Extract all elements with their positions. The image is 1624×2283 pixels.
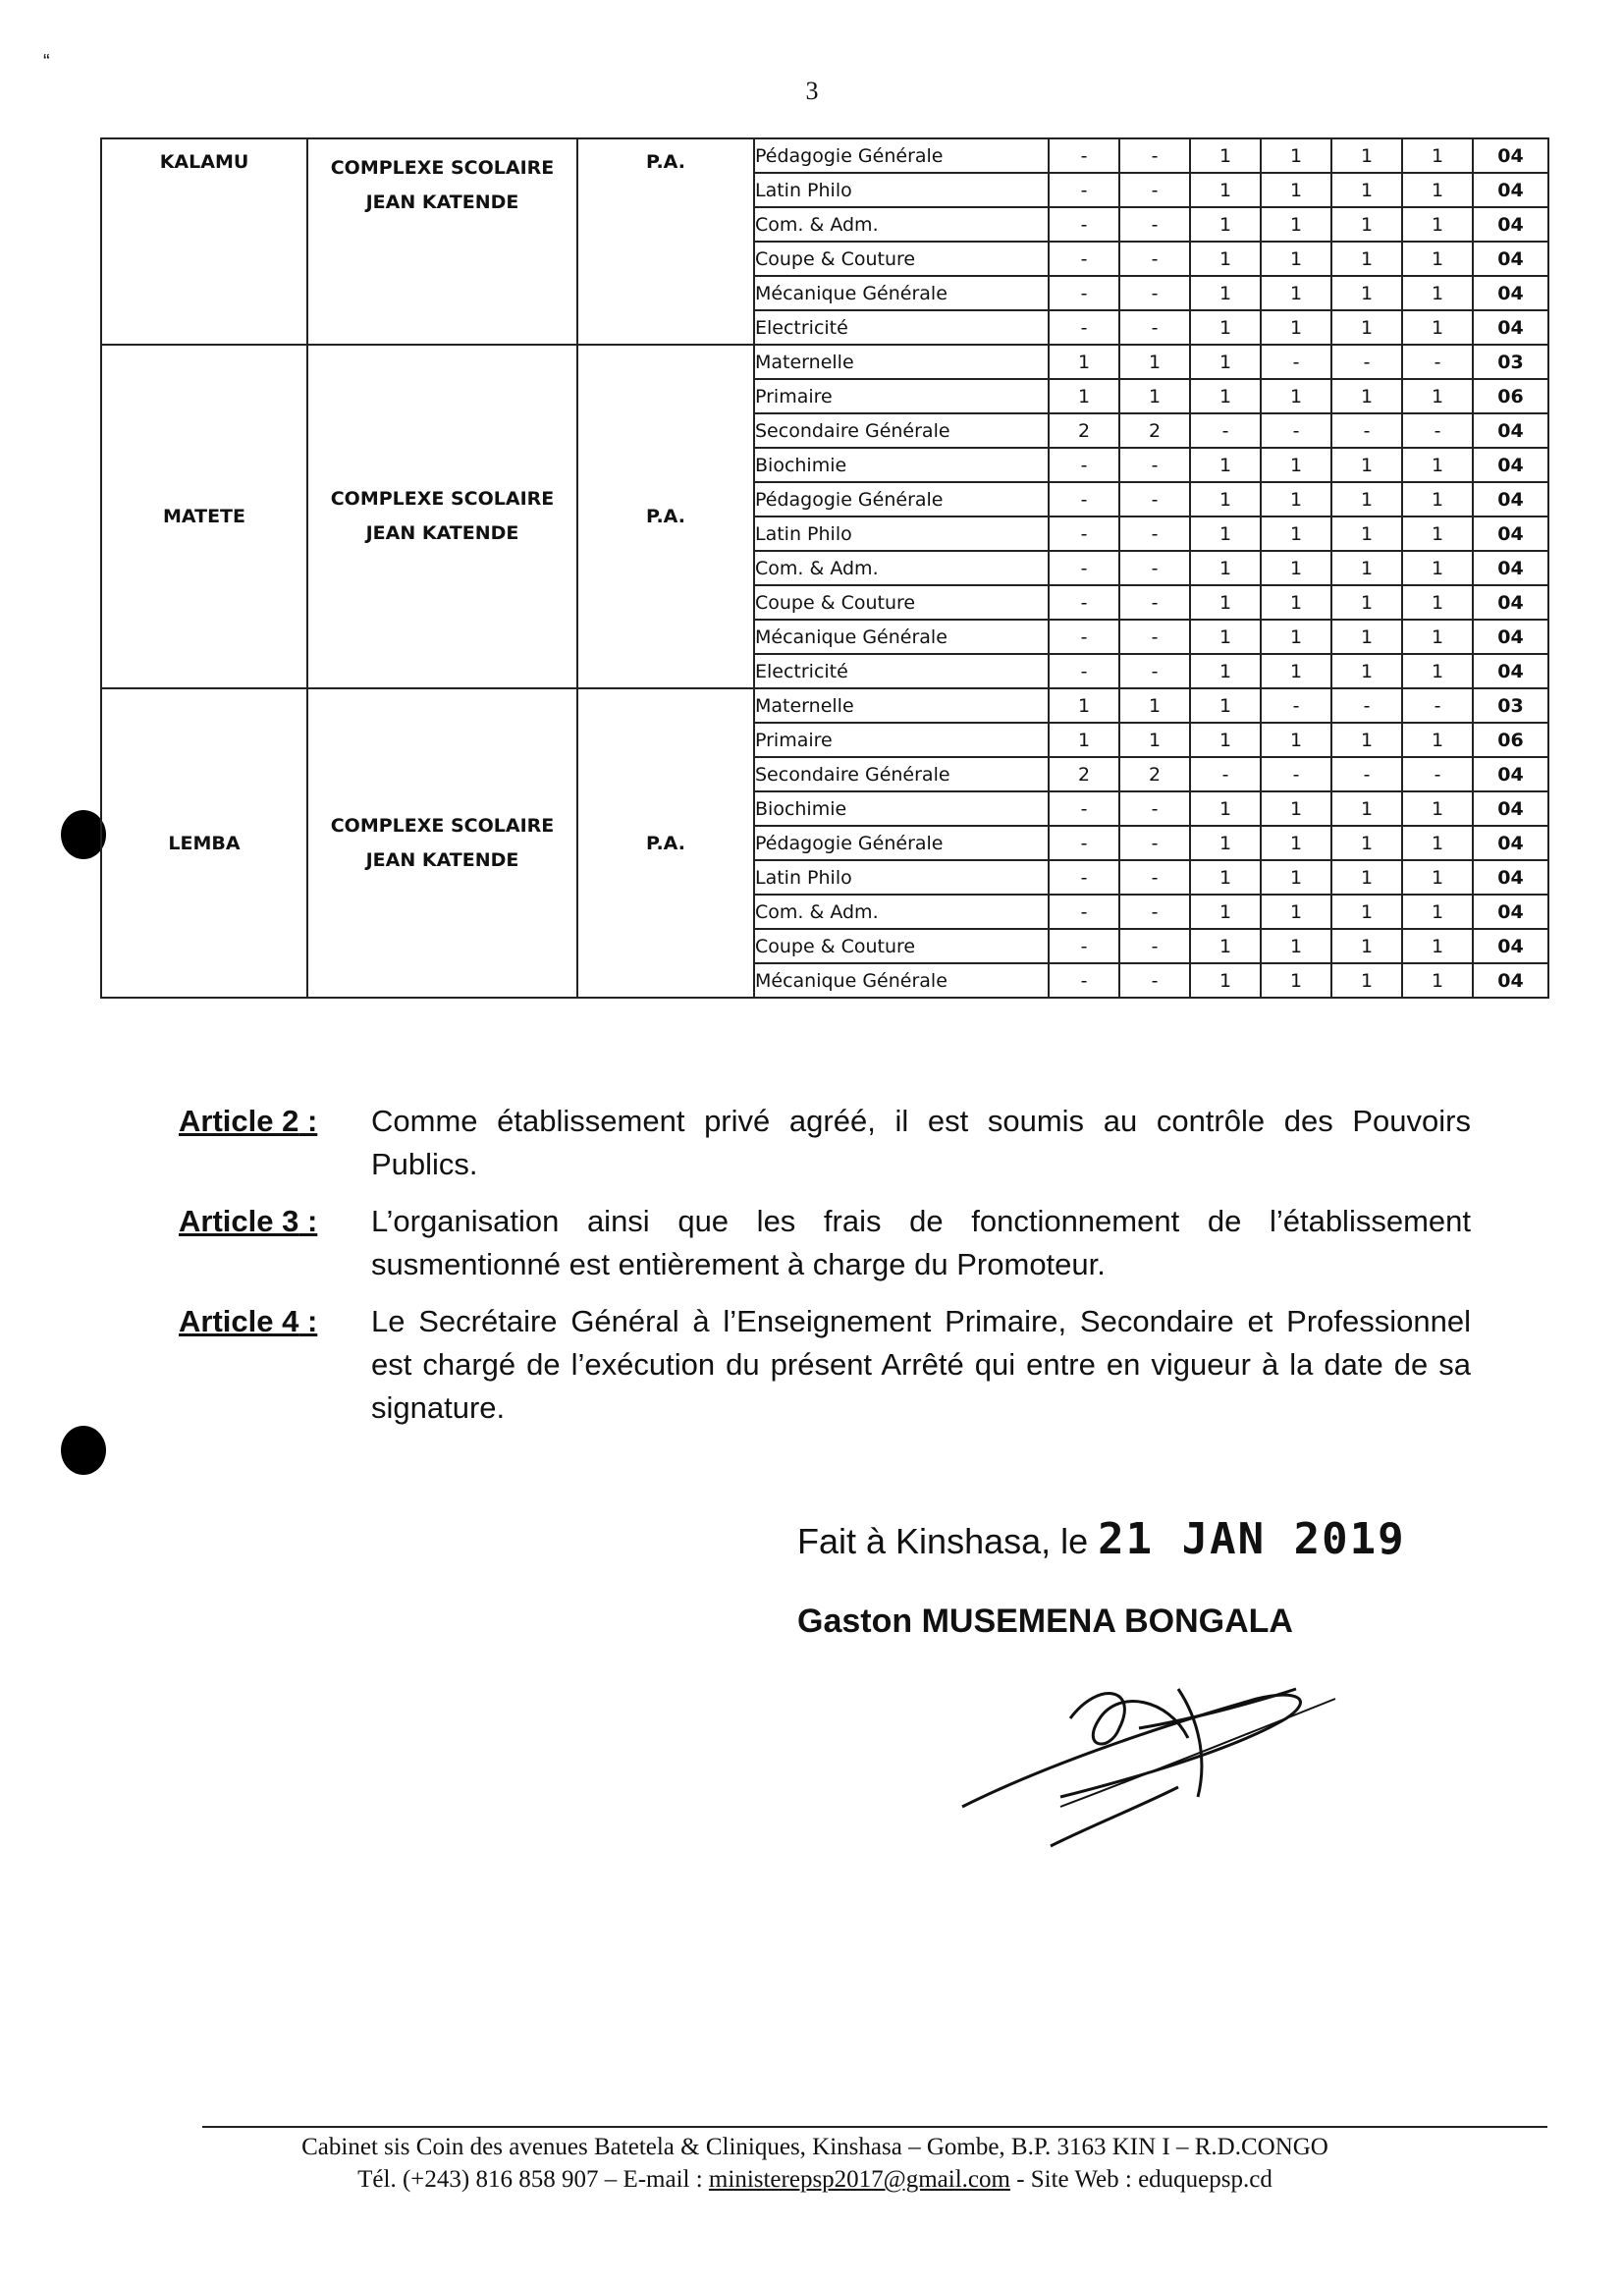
class-count-cell: 1 xyxy=(1402,516,1473,551)
article-label-text: Article 2 xyxy=(179,1104,299,1138)
class-count-cell: - xyxy=(1402,413,1473,448)
status-cell: P.A. xyxy=(577,688,754,998)
class-count-cell: 1 xyxy=(1261,791,1331,826)
footer-email-link[interactable]: ministerepsp2017@gmail.com xyxy=(708,2166,1010,2193)
class-count-cell: 1 xyxy=(1261,448,1331,482)
class-count-cell: 1 xyxy=(1402,448,1473,482)
article-label-text: Article 3 xyxy=(179,1204,299,1238)
class-count-cell: 1 xyxy=(1331,654,1402,688)
class-count-cell: 1 xyxy=(1402,620,1473,654)
class-count-cell: 1 xyxy=(1119,345,1190,379)
class-count-cell: 1 xyxy=(1261,379,1331,413)
class-count-cell: 1 xyxy=(1402,929,1473,963)
total-cell: 03 xyxy=(1473,345,1548,379)
total-cell: 06 xyxy=(1473,379,1548,413)
school-name-line1: COMPLEXE SCOLAIRE xyxy=(330,814,555,837)
class-count-cell: 1 xyxy=(1261,173,1331,207)
total-cell: 04 xyxy=(1473,310,1548,345)
option-cell: Pédagogie Générale xyxy=(754,138,1049,173)
class-count-cell: 1 xyxy=(1331,620,1402,654)
class-count-cell: - xyxy=(1049,895,1119,929)
class-count-cell: - xyxy=(1049,516,1119,551)
option-cell: Mécanique Générale xyxy=(754,276,1049,310)
class-count-cell: - xyxy=(1049,482,1119,516)
class-count-cell: 1 xyxy=(1402,242,1473,276)
class-count-cell: - xyxy=(1049,620,1119,654)
option-cell: Primaire xyxy=(754,723,1049,757)
class-count-cell: - xyxy=(1119,242,1190,276)
class-count-cell: - xyxy=(1049,929,1119,963)
articles-section xyxy=(179,1100,1475,1443)
handwritten-signature xyxy=(943,1659,1355,1856)
class-count-cell: 1 xyxy=(1190,379,1261,413)
class-count-cell: 1 xyxy=(1331,482,1402,516)
class-count-cell: - xyxy=(1402,688,1473,723)
signature-place: Fait à Kinshasa, le xyxy=(797,1521,1089,1561)
class-count-cell: 1 xyxy=(1190,826,1261,860)
option-cell: Electricité xyxy=(754,654,1049,688)
option-cell: Coupe & Couture xyxy=(754,929,1049,963)
total-cell: 04 xyxy=(1473,173,1548,207)
class-count-cell: 1 xyxy=(1402,826,1473,860)
class-count-cell: - xyxy=(1119,173,1190,207)
option-cell: Secondaire Générale xyxy=(754,413,1049,448)
option-cell: Coupe & Couture xyxy=(754,242,1049,276)
class-count-cell: 1 xyxy=(1190,482,1261,516)
class-count-cell: 1 xyxy=(1331,895,1402,929)
class-count-cell: - xyxy=(1261,413,1331,448)
class-count-cell: - xyxy=(1119,310,1190,345)
total-cell: 04 xyxy=(1473,482,1548,516)
schools-table xyxy=(100,137,1549,999)
total-cell: 04 xyxy=(1473,138,1548,173)
article-item xyxy=(179,1300,1475,1430)
class-count-cell: - xyxy=(1049,654,1119,688)
class-count-cell: 1 xyxy=(1049,345,1119,379)
class-count-cell: 1 xyxy=(1261,620,1331,654)
option-cell: Com. & Adm. xyxy=(754,551,1049,585)
option-cell: Coupe & Couture xyxy=(754,585,1049,620)
class-count-cell: 1 xyxy=(1331,551,1402,585)
footer-rule xyxy=(202,2126,1547,2128)
option-cell: Primaire xyxy=(754,379,1049,413)
class-count-cell: - xyxy=(1049,310,1119,345)
option-cell: Mécanique Générale xyxy=(754,620,1049,654)
commune-cell: KALAMU xyxy=(101,138,307,345)
class-count-cell: - xyxy=(1261,345,1331,379)
schools-table-body xyxy=(101,138,1548,998)
class-count-cell: - xyxy=(1261,688,1331,723)
option-cell: Latin Philo xyxy=(754,516,1049,551)
class-count-cell: 1 xyxy=(1190,138,1261,173)
class-count-cell: 1 xyxy=(1190,207,1261,242)
class-count-cell: 1 xyxy=(1049,688,1119,723)
class-count-cell: - xyxy=(1261,757,1331,791)
class-count-cell: 1 xyxy=(1190,516,1261,551)
class-count-cell: - xyxy=(1049,276,1119,310)
class-count-cell: 1 xyxy=(1049,379,1119,413)
class-count-cell: 1 xyxy=(1331,379,1402,413)
class-count-cell: 1 xyxy=(1261,860,1331,895)
table-row xyxy=(101,345,1548,379)
class-count-cell: 1 xyxy=(1190,242,1261,276)
class-count-cell: 1 xyxy=(1190,929,1261,963)
total-cell: 04 xyxy=(1473,860,1548,895)
class-count-cell: 1 xyxy=(1190,688,1261,723)
total-cell: 03 xyxy=(1473,688,1548,723)
option-cell: Com. & Adm. xyxy=(754,895,1049,929)
footer-site: - Site Web : eduquepsp.cd xyxy=(1016,2166,1272,2193)
class-count-cell: 1 xyxy=(1261,723,1331,757)
class-count-cell: 2 xyxy=(1119,413,1190,448)
option-cell: Secondaire Générale xyxy=(754,757,1049,791)
class-count-cell: - xyxy=(1119,963,1190,998)
class-count-cell: - xyxy=(1049,448,1119,482)
option-cell: Pédagogie Générale xyxy=(754,826,1049,860)
class-count-cell: 1 xyxy=(1402,963,1473,998)
class-count-cell: 1 xyxy=(1190,723,1261,757)
article-text: Comme établissement privé agréé, il est soumis au contrôle des Pouvoirs Publics. xyxy=(371,1104,1471,1181)
class-count-cell: 1 xyxy=(1119,723,1190,757)
class-count-cell: 1 xyxy=(1261,516,1331,551)
school-name-line1: COMPLEXE SCOLAIRE xyxy=(330,157,555,179)
total-cell: 04 xyxy=(1473,826,1548,860)
class-count-cell: - xyxy=(1119,551,1190,585)
class-count-cell: - xyxy=(1049,585,1119,620)
class-count-cell: 1 xyxy=(1402,276,1473,310)
class-count-cell: 1 xyxy=(1402,895,1473,929)
class-count-cell: 1 xyxy=(1190,860,1261,895)
total-cell: 04 xyxy=(1473,516,1548,551)
class-count-cell: - xyxy=(1119,207,1190,242)
option-cell: Biochimie xyxy=(754,448,1049,482)
article-text: Le Secrétaire Général à l’Enseignement Primaire, Secondaire et Professionnel est chargé de l’exécution du présent Arrêté qui entre en vigueur à la date de sa signature. xyxy=(371,1304,1471,1425)
commune-cell: LEMBA xyxy=(101,688,307,998)
total-cell: 04 xyxy=(1473,448,1548,482)
class-count-cell: - xyxy=(1119,138,1190,173)
class-count-cell: 1 xyxy=(1261,585,1331,620)
class-count-cell: 1 xyxy=(1402,791,1473,826)
class-count-cell: 1 xyxy=(1402,173,1473,207)
article-text: L’organisation ainsi que les frais de fonctionnement de l’établissement susmentionné est entièrement à charge du Promoteur. xyxy=(371,1204,1471,1281)
option-cell: Biochimie xyxy=(754,791,1049,826)
class-count-cell: 1 xyxy=(1402,207,1473,242)
total-cell: 04 xyxy=(1473,929,1548,963)
total-cell: 04 xyxy=(1473,895,1548,929)
class-count-cell: 1 xyxy=(1261,895,1331,929)
class-count-cell: 1 xyxy=(1190,345,1261,379)
class-count-cell: - xyxy=(1049,173,1119,207)
total-cell: 04 xyxy=(1473,207,1548,242)
class-count-cell: 1 xyxy=(1402,585,1473,620)
class-count-cell: 1 xyxy=(1190,620,1261,654)
class-count-cell: 1 xyxy=(1261,551,1331,585)
class-count-cell: - xyxy=(1049,551,1119,585)
article-label xyxy=(179,1200,371,1286)
punch-hole-lower xyxy=(61,1426,106,1475)
commune-cell: MATETE xyxy=(101,345,307,688)
class-count-cell: 1 xyxy=(1402,482,1473,516)
table-row xyxy=(101,138,1548,173)
school-cell xyxy=(307,688,577,998)
class-count-cell: 1 xyxy=(1190,654,1261,688)
class-count-cell: 1 xyxy=(1119,379,1190,413)
class-count-cell: - xyxy=(1119,482,1190,516)
class-count-cell: - xyxy=(1190,757,1261,791)
option-cell: Mécanique Générale xyxy=(754,963,1049,998)
class-count-cell: 1 xyxy=(1331,791,1402,826)
class-count-cell: - xyxy=(1119,516,1190,551)
class-count-cell: 1 xyxy=(1190,448,1261,482)
class-count-cell: 1 xyxy=(1190,585,1261,620)
school-cell xyxy=(307,345,577,688)
class-count-cell: 1 xyxy=(1261,482,1331,516)
article-label-colon: : xyxy=(298,1104,318,1138)
total-cell: 04 xyxy=(1473,276,1548,310)
class-count-cell: - xyxy=(1049,826,1119,860)
total-cell: 04 xyxy=(1473,757,1548,791)
class-count-cell: 1 xyxy=(1331,963,1402,998)
option-cell: Maternelle xyxy=(754,688,1049,723)
status-cell: P.A. xyxy=(577,345,754,688)
corner-mark: “ xyxy=(43,51,50,73)
page-number: 3 xyxy=(805,77,819,105)
class-count-cell: 1 xyxy=(1261,138,1331,173)
footer xyxy=(147,2131,1483,2196)
total-cell: 04 xyxy=(1473,654,1548,688)
signature-date-stamp: 21 JAN 2019 xyxy=(1098,1514,1406,1564)
class-count-cell: - xyxy=(1119,929,1190,963)
option-cell: Com. & Adm. xyxy=(754,207,1049,242)
class-count-cell: - xyxy=(1119,276,1190,310)
class-count-cell: 1 xyxy=(1331,585,1402,620)
class-count-cell: - xyxy=(1119,620,1190,654)
total-cell: 04 xyxy=(1473,620,1548,654)
class-count-cell: 1 xyxy=(1261,242,1331,276)
class-count-cell: 1 xyxy=(1261,310,1331,345)
class-count-cell: 1 xyxy=(1190,276,1261,310)
class-count-cell: 1 xyxy=(1190,310,1261,345)
class-count-cell: - xyxy=(1402,757,1473,791)
article-item xyxy=(179,1100,1475,1186)
class-count-cell: - xyxy=(1119,791,1190,826)
class-count-cell: 1 xyxy=(1402,723,1473,757)
total-cell: 04 xyxy=(1473,585,1548,620)
school-name-line2: JEAN KATENDE xyxy=(365,848,519,871)
class-count-cell: 1 xyxy=(1331,860,1402,895)
class-count-cell: 2 xyxy=(1119,757,1190,791)
class-count-cell: - xyxy=(1049,138,1119,173)
article-label-colon: : xyxy=(298,1304,318,1338)
school-name-line2: JEAN KATENDE xyxy=(365,191,519,213)
class-count-cell: 1 xyxy=(1331,723,1402,757)
footer-tel: Tél. (+243) 816 858 907 – E-mail : xyxy=(357,2166,703,2193)
total-cell: 04 xyxy=(1473,551,1548,585)
status-cell: P.A. xyxy=(577,138,754,345)
class-count-cell: - xyxy=(1049,860,1119,895)
class-count-cell: - xyxy=(1119,585,1190,620)
class-count-cell: - xyxy=(1331,345,1402,379)
class-count-cell: 1 xyxy=(1190,173,1261,207)
option-cell: Pédagogie Générale xyxy=(754,482,1049,516)
class-count-cell: 1 xyxy=(1331,207,1402,242)
class-count-cell: - xyxy=(1331,757,1402,791)
class-count-cell: 1 xyxy=(1190,791,1261,826)
option-cell: Latin Philo xyxy=(754,173,1049,207)
article-label xyxy=(179,1300,371,1430)
class-count-cell: - xyxy=(1402,345,1473,379)
class-count-cell: - xyxy=(1049,207,1119,242)
class-count-cell: 1 xyxy=(1049,723,1119,757)
class-count-cell: - xyxy=(1049,791,1119,826)
class-count-cell: 1 xyxy=(1331,276,1402,310)
class-count-cell: 1 xyxy=(1402,138,1473,173)
school-cell xyxy=(307,138,577,345)
option-cell: Latin Philo xyxy=(754,860,1049,895)
class-count-cell: 1 xyxy=(1331,448,1402,482)
class-count-cell: 1 xyxy=(1402,654,1473,688)
footer-address: Cabinet sis Coin des avenues Batetela & Cliniques, Kinshasa – Gombe, B.P. 3163 KIN I – R.D.CONGO xyxy=(301,2134,1328,2160)
class-count-cell: 1 xyxy=(1402,310,1473,345)
class-count-cell: 1 xyxy=(1119,688,1190,723)
class-count-cell: 1 xyxy=(1190,895,1261,929)
class-count-cell: - xyxy=(1119,895,1190,929)
class-count-cell: 1 xyxy=(1261,826,1331,860)
class-count-cell: 1 xyxy=(1261,654,1331,688)
class-count-cell: 2 xyxy=(1049,413,1119,448)
option-cell: Maternelle xyxy=(754,345,1049,379)
class-count-cell: 1 xyxy=(1331,826,1402,860)
total-cell: 04 xyxy=(1473,963,1548,998)
signature-place-date xyxy=(797,1514,1406,1564)
class-count-cell: - xyxy=(1119,654,1190,688)
class-count-cell: 1 xyxy=(1402,860,1473,895)
article-label-colon: : xyxy=(298,1204,318,1238)
option-cell: Electricité xyxy=(754,310,1049,345)
class-count-cell: 1 xyxy=(1331,173,1402,207)
class-count-cell: - xyxy=(1331,413,1402,448)
class-count-cell: - xyxy=(1119,826,1190,860)
total-cell: 04 xyxy=(1473,791,1548,826)
class-count-cell: 2 xyxy=(1049,757,1119,791)
article-item xyxy=(179,1200,1475,1286)
signatory-name: Gaston MUSEMENA BONGALA xyxy=(797,1603,1293,1640)
class-count-cell: 1 xyxy=(1190,963,1261,998)
class-count-cell: 1 xyxy=(1331,138,1402,173)
class-count-cell: 1 xyxy=(1402,551,1473,585)
class-count-cell: 1 xyxy=(1261,276,1331,310)
class-count-cell: - xyxy=(1190,413,1261,448)
class-count-cell: - xyxy=(1049,242,1119,276)
class-count-cell: 1 xyxy=(1190,551,1261,585)
class-count-cell: 1 xyxy=(1402,379,1473,413)
article-label-text: Article 4 xyxy=(179,1304,299,1338)
footer-contact xyxy=(147,2163,1483,2196)
class-count-cell: - xyxy=(1331,688,1402,723)
total-cell: 04 xyxy=(1473,242,1548,276)
class-count-cell: 1 xyxy=(1261,207,1331,242)
class-count-cell: - xyxy=(1119,860,1190,895)
school-name-line1: COMPLEXE SCOLAIRE xyxy=(330,488,555,510)
class-count-cell: - xyxy=(1119,448,1190,482)
total-cell: 06 xyxy=(1473,723,1548,757)
table-row xyxy=(101,688,1548,723)
class-count-cell: - xyxy=(1049,963,1119,998)
class-count-cell: 1 xyxy=(1331,929,1402,963)
class-count-cell: 1 xyxy=(1331,310,1402,345)
article-label xyxy=(179,1100,371,1186)
class-count-cell: 1 xyxy=(1331,242,1402,276)
class-count-cell: 1 xyxy=(1261,929,1331,963)
total-cell: 04 xyxy=(1473,413,1548,448)
school-name-line2: JEAN KATENDE xyxy=(365,522,519,544)
class-count-cell: 1 xyxy=(1331,516,1402,551)
class-count-cell: 1 xyxy=(1261,963,1331,998)
